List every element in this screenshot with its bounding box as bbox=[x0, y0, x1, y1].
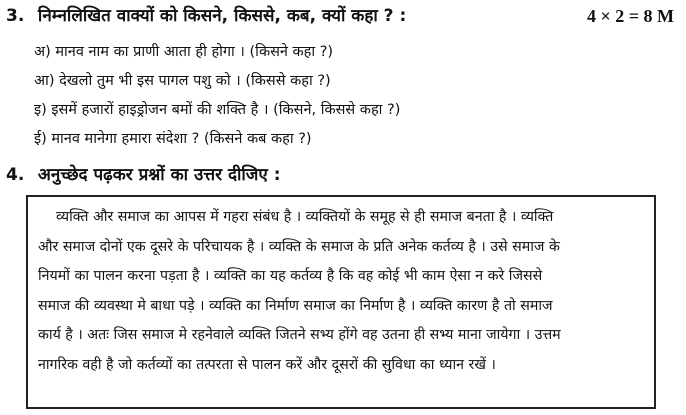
question-4-title: अनुच्छेद पढ़कर प्रश्नों का उत्तर दीजिए : bbox=[37, 165, 281, 185]
passage-line-1: व्यक्ति और समाज का आपस में गहरा संबंध है । व्यक्तियों के समूह से ही समाज बनता है । व्यक्ति bbox=[56, 209, 554, 225]
passage-box bbox=[26, 195, 656, 409]
question-3-item-i: इ) इसमें हजारों हाइड्रोजन बमों की शक्ति है । (किसने, किससे कहा ?) bbox=[34, 102, 401, 118]
question-3-heading bbox=[6, 4, 678, 28]
passage-line-2: और समाज दोनों एक दूसरे के परिचायक है । व्यक्ति के समाज के प्रति अनेक कर्तव्य है । उसे समाज के bbox=[38, 238, 560, 255]
passage-line-4: समाज की व्यवस्था मे बाधा पड़े । व्यक्ति का निर्माण समाज का निर्माण है । व्यक्ति कारण है तो समाज bbox=[38, 297, 553, 314]
question-3-title: निम्नलिखित वाक्यों को किसने, किससे, कब, क्यों कहा ? : bbox=[37, 6, 407, 26]
passage-line-3: नियमों का पालन करना पड़ता है । व्यक्ति का यह कर्तव्य है कि वह कोई भी काम ऐसा न करे जिससे bbox=[38, 268, 543, 284]
question-3-items bbox=[34, 38, 676, 154]
passage-line-6: नागरिक वही है जो कर्तव्यों का तत्परता से पालन करें और दूसरों की सुविधा का ध्यान रखें । bbox=[38, 356, 496, 373]
question-4-heading bbox=[6, 163, 678, 187]
question-4-number: 4. bbox=[6, 165, 25, 185]
question-3-marks: 4 × 2 = 8 M bbox=[586, 6, 674, 26]
question-3-number: 3. bbox=[6, 6, 25, 26]
question-3-item-a: अ) मानव नाम का प्राणी आता ही होगा । (किसने कहा ?) bbox=[34, 44, 334, 60]
question-3-item-ii: ई) मानव मानेगा हमारा संदेशा ? (किसने कब कहा ?) bbox=[34, 131, 312, 147]
question-3-item-aa: आ) देखलो तुम भी इस पागल पशु को । (किससे कहा ?) bbox=[34, 73, 331, 89]
passage-line-5: कार्य है । अतः जिस समाज मे रहनेवाले व्यक्ति जितने सभ्य होंगे वह उतना ही सभ्य माना जायेगा । उत्तम bbox=[38, 327, 561, 343]
